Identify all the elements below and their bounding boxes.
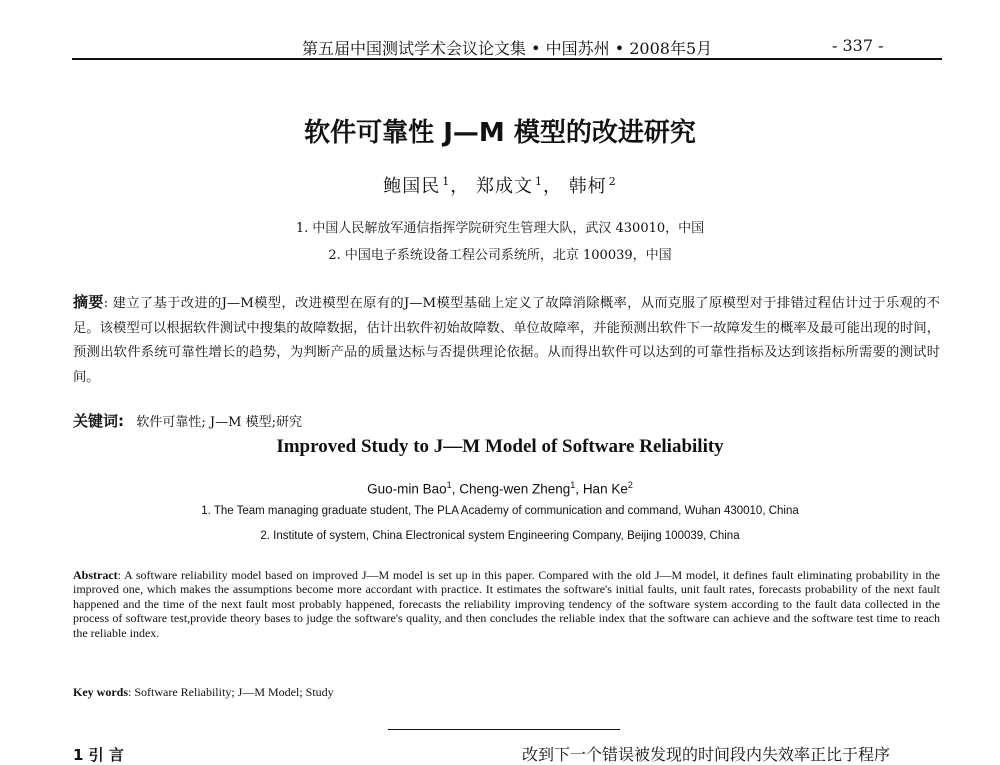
author-affiliation-mark: 2 — [627, 480, 633, 490]
keywords-cn — [73, 410, 302, 431]
abstract-cn-text: : 建立了基于改进的J—M模型，改进模型在原有的J—M模型基础上定义了故障消除概率，从而克服了原模型对于排错过程估计过于乐观的不足。该模型可以根据软件测试中搜集的故障数据，估计出软件初始故障数、单位故障率，并能预测出软件下一故障发生的概率及最可能出现的时间，预测出软件系统可靠性增长的趋势，为判断产品的质量达标与否提供理论依据。从而得出软件可以达到的可靠性指标及达到该指标所需要的测试时间。 — [73, 296, 940, 385]
affiliation-cn-2: 2. 中国电子系统设备工程公司系统所，北京 100039，中国 — [328, 248, 672, 263]
abstract-en-label: Abstract — [73, 568, 118, 582]
keywords-en — [73, 685, 334, 700]
footnote-divider — [388, 729, 620, 730]
author-name: 韩柯 — [568, 176, 607, 197]
author-affiliation-mark: 1 — [446, 480, 452, 490]
author-name: Cheng-wen Zheng — [459, 481, 571, 497]
author-name: 鲍国民 — [383, 176, 441, 197]
author-affiliation-mark: 1 — [570, 480, 576, 490]
author-affiliation-mark: 1 — [442, 175, 451, 188]
author-name: Han Ke — [582, 481, 628, 497]
author-affiliation-mark: 2 — [608, 175, 617, 188]
conference-line: 第五届中国测试学术会议论文集 • 中国苏州 • 2008年5月 — [302, 39, 713, 58]
affiliation-en-2: 2. Institute of system, China Electronical system Engineering Company, Beijing 100039, China — [260, 530, 740, 542]
author-separator: , — [575, 481, 583, 497]
author-separator: ， — [450, 176, 470, 197]
author-name: Guo-min Bao — [367, 481, 447, 497]
authors-en — [0, 480, 1000, 497]
running-head — [72, 0, 942, 60]
authors-cn — [0, 172, 1000, 198]
affiliation-cn-1: 1. 中国人民解放军通信指挥学院研究生管理大队，武汉 430010，中国 — [295, 221, 705, 236]
abstract-cn — [73, 290, 940, 390]
affiliation-en-1: 1. The Team managing graduate student, The PLA Academy of communication and command, Wuhan 430010, China — [201, 505, 799, 517]
author-separator: , — [451, 481, 460, 497]
body-text-fragment: 改到下一个错误被发现的时间段内失效率正比于程序 — [522, 745, 891, 764]
author-name: 郑成文 — [476, 176, 533, 197]
keywords-cn-label: 关键词: — [73, 412, 124, 430]
page-number: - 337 - — [832, 36, 884, 55]
abstract-cn-label: 摘要 — [73, 293, 104, 311]
keywords-cn-text: 软件可靠性; J—M 模型;研究 — [136, 415, 302, 430]
paper-title-cn: 软件可靠性 J—M 模型的改进研究 — [304, 118, 696, 148]
author-affiliation-mark: 1 — [535, 175, 543, 188]
keywords-en-text: : Software Reliability; J—M Model; Study — [128, 685, 334, 699]
paper-title-en: Improved Study to J—M Model of Software Reliability — [276, 436, 724, 457]
author-separator: ， — [543, 176, 562, 197]
keywords-en-label: Key words — [73, 685, 128, 699]
abstract-en-text: : A software reliability model based on improved J—M model is set up in this paper. Compared with the old J—M model, it defines fault eliminating probability in the improved one, which makes the assumptions become more accordant with practice. It estimates the software's initial faults, unit fault rates, forecasts probability of the next fault happened and the time of the next fault most probably happened, forecasts the reliability improving tendency of the software system according to the fault data collected in the process of software test,provide theory bases to judge the software's quality, and then concludes the reliable index that the software can achieve and the software test time to reach the reliable index. — [73, 568, 940, 640]
abstract-en — [73, 568, 940, 640]
section-heading-fragment: 1 引 言 — [73, 746, 124, 764]
